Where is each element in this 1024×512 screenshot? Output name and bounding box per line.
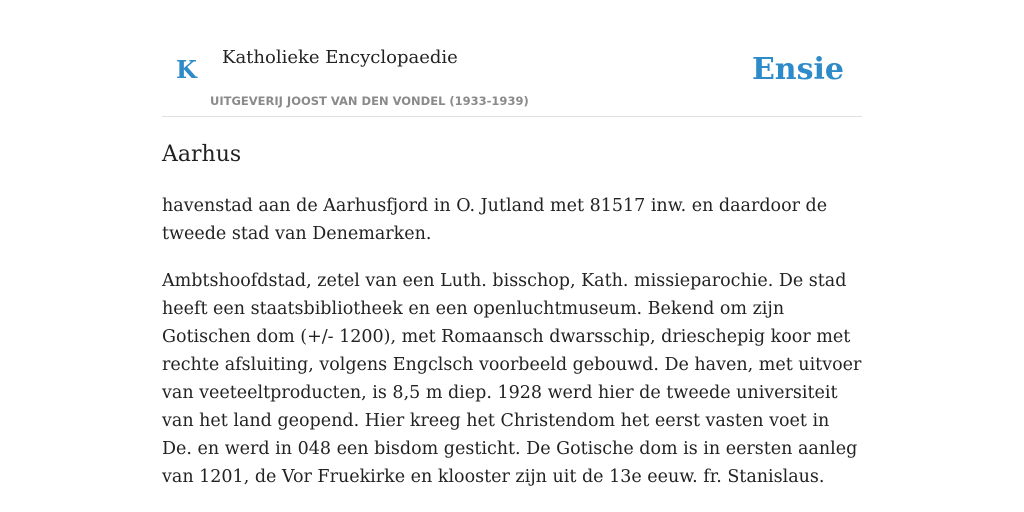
entry-paragraph-1: havenstad aan de Aarhusfjord in O. Jutland met 81517 inw. en daardoor de tweede stad van Denemarken. — [162, 196, 828, 244]
ensie-brand-link[interactable]: Ensie — [751, 52, 844, 87]
header — [162, 0, 862, 117]
page — [162, 0, 862, 512]
publication-title[interactable]: Katholieke Encyclopaedie — [222, 47, 458, 68]
publisher-label: UITGEVERIJ JOOST VAN DEN VONDEL (1933-1939) — [210, 94, 529, 108]
entry-title: Aarhus — [162, 142, 242, 167]
publication-logo-icon[interactable]: K — [176, 55, 197, 84]
entry-paragraph-2: Ambtshoofdstad, zetel van een Luth. bisschop, Kath. missieparochie. De stad heeft een staatsbibliotheek en een openluchtmuseum. Bekend om zijn Gotischen dom (+/- 1200), met Romaansch dwarsschip, drieschepig koor met rechte afsluiting, volgens Engclsch voorbeeld gebouwd. De haven, met uitvoer van veeteeltproducten, is 8,5 m diep. 1928 werd hier de tweede universiteit van het land geopend. Hier kreeg het Christendom het eerst vasten voet in De. en werd in 048 een bisdom gesticht. De Gotische dom is in eersten aanleg van 1201, de Vor Fruekirke en klooster zijn uit de 13e eeuw. fr. Stanislaus. — [162, 271, 862, 487]
